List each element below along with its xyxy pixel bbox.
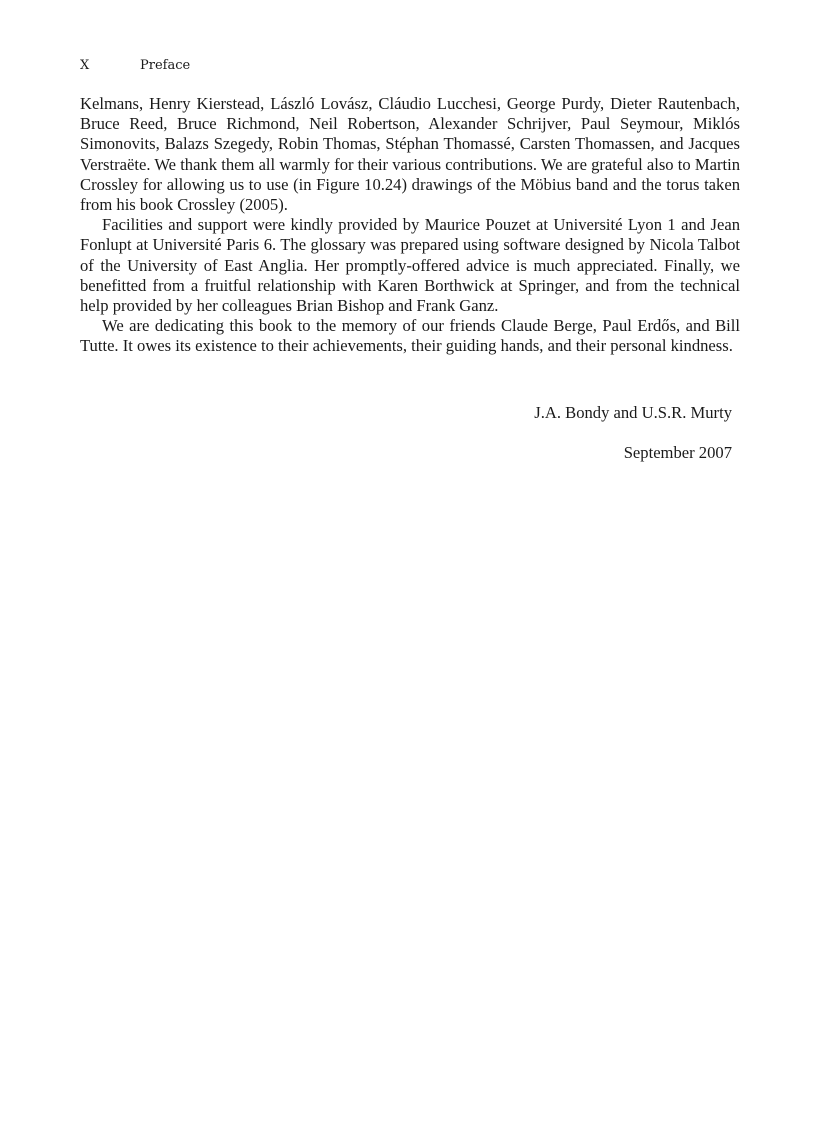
running-head [80,56,740,76]
signature-date: September 2007 [623,442,732,462]
signature-block [80,403,740,463]
signature-authors: J.A. Bondy and U.S.R. Murty [534,402,732,422]
page-number: X [80,58,90,73]
body-text [80,94,740,357]
page [80,56,740,463]
section-title: Preface [140,58,191,73]
paragraph-dedication: We are dedicating this book to the memory of our friends Claude Berge, Paul Erdős, and Bill Tutte. It owes its existence to their achievements, their guiding hands, and their personal kindness. [80,316,740,356]
paragraph-facilities: Facilities and support were kindly provided by Maurice Pouzet at Université Lyon 1 and Jean Fonlupt at Université Paris 6. The glossary was prepared using software designed by Nicola Talbot of the University of East Anglia. Her promptly-offered advice is much appreciated. Finally, we benefitted from a fruitful relationship with Karen Borthwick at Springer, and from the technical help provided by her colleagues Brian Bishop and Frank Ganz. [80,215,740,316]
paragraph-acknowledgements: Kelmans, Henry Kierstead, László Lovász, Cláudio Lucchesi, George Purdy, Dieter Rautenbach, Bruce Reed, Bruce Richmond, Neil Robertson, Alexander Schrijver, Paul Seymour, Miklós Simonovits, Balazs Szegedy, Robin Thomas, Stéphan Thomassé, Carsten Thomassen, and Jacques Verstraëte. We thank them all warmly for their various contributions. We are grateful also to Martin Crossley for allowing us to use (in Figure 10.24) drawings of the Möbius band and the torus taken from his book Crossley (2005). [80,94,740,215]
